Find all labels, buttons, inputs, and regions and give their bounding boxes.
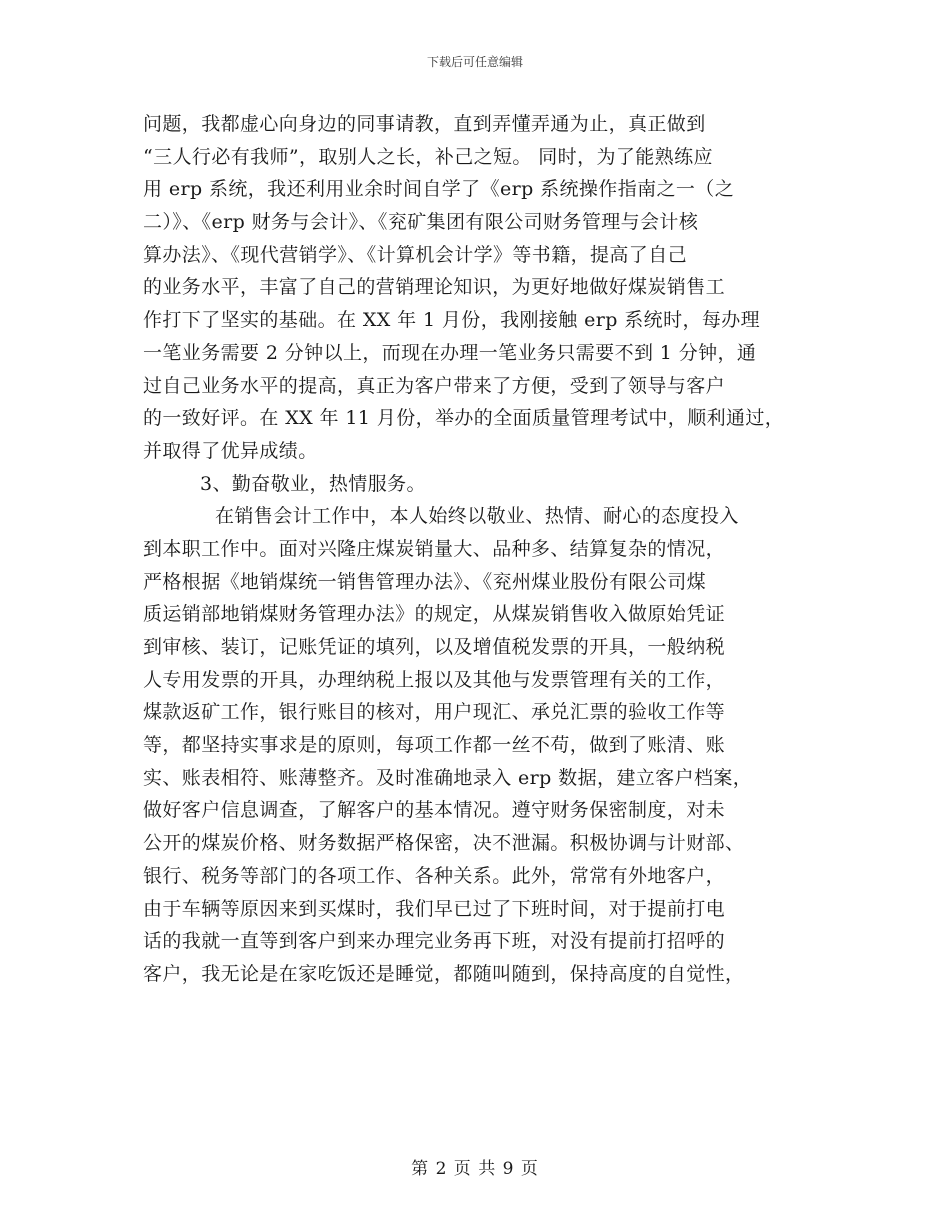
- text-line: 算办法》、《现代营销学》、《计算机会计学》等书籍，提高了自己: [143, 243, 688, 266]
- text-line: 人专用发票的开具，办理纳税上报以及其他与发票管理有关的工作，: [143, 668, 726, 691]
- text-line: “三人行必有我师”，取别人之长，补己之短。 同时，为了能熟练应: [143, 145, 713, 168]
- text-line: 做好客户信息调查，了解客户的基本情况。遵守财务保密制度，对未: [143, 799, 726, 822]
- text-line: 公开的煤炭价格、财务数据严格保密，决不泄漏。积极协调与计财部、: [143, 832, 745, 855]
- text-line: 过自己业务水平的提高，真正为客户带来了方便，受到了领导与客户: [143, 374, 726, 397]
- text-line: 用 erp 系统，我还利用业余时间自学了《erp 系统操作指南之一（之: [143, 178, 735, 201]
- page-number-footer: 第 2 页 共 9 页: [411, 1159, 539, 1179]
- text-line: 二）》、《erp 财务与会计》、《兖矿集团有限公司财务管理与会计核: [143, 211, 699, 234]
- text-line: 实、账表相符、账薄整齐。及时准确地录入 erp 数据，建立客户档案，: [143, 766, 753, 789]
- text-line: 一笔业务需要 2 分钟以上，而现在办理一笔业务只需要不到 1 分钟，通: [143, 341, 757, 364]
- section-heading-3: 3、勤奋敬业，热情服务。: [200, 472, 426, 495]
- text-line: 质运销部地销煤财务管理办法》的规定，从煤炭销售收入做原始凭证: [143, 603, 726, 626]
- text-line: 银行、税务等部门的各项工作、各种关系。此外，常常有外地客户，: [143, 864, 726, 887]
- text-line: 到审核、装订，记账凭证的填列，以及增值税发票的开具，一般纳税: [143, 636, 726, 658]
- text-line: 的一致好评。在 XX 年 11 月份，举办的全面质量管理考试中，顺利通过，: [143, 407, 785, 430]
- text-line: 话的我就一直等到客户到来办理完业务再下班，对没有提前打招呼的: [143, 930, 726, 953]
- text-line: 煤款返矿工作，银行账目的核对，用户现汇、承兑汇票的验收工作等: [143, 701, 726, 724]
- document-body: [143, 108, 833, 991]
- text-line: 客户，我无论是在家吃饭还是睡觉，都随叫随到，保持高度的自觉性，: [143, 962, 745, 985]
- text-line: 并取得了优异成绩。: [143, 439, 318, 462]
- text-line: 的业务水平，丰富了自己的营销理论知识，为更好地做好煤炭销售工: [143, 276, 726, 299]
- text-line: 到本职工作中。面对兴隆庄煤炭销量大、品种多、结算复杂的情况，: [143, 537, 726, 560]
- paragraph-1: [143, 108, 833, 468]
- text-line: 等，都坚持实事求是的原则，每项工作都一丝不苟，做到了账清、账: [143, 734, 726, 757]
- text-line: 问题，我都虚心向身边的同事请教，直到弄懂弄通为止，真正做到: [143, 113, 706, 135]
- text-line: 在销售会计工作中，本人始终以敬业、热情、耐心的态度投入: [215, 505, 739, 528]
- page-header: 下载后可任意编辑: [426, 55, 523, 69]
- paragraph-2: [143, 500, 833, 990]
- text-line: 作打下了坚实的基础。在 XX 年 1 月份，我刚接触 erp 系统时，每办理: [143, 309, 761, 332]
- text-line: 严格根据《地销煤统一销售管理办法》、《兖州煤业股份有限公司煤: [143, 570, 707, 593]
- text-line: 由于车辆等原因来到买煤时，我们早已过了下班时间，对于提前打电: [143, 897, 726, 920]
